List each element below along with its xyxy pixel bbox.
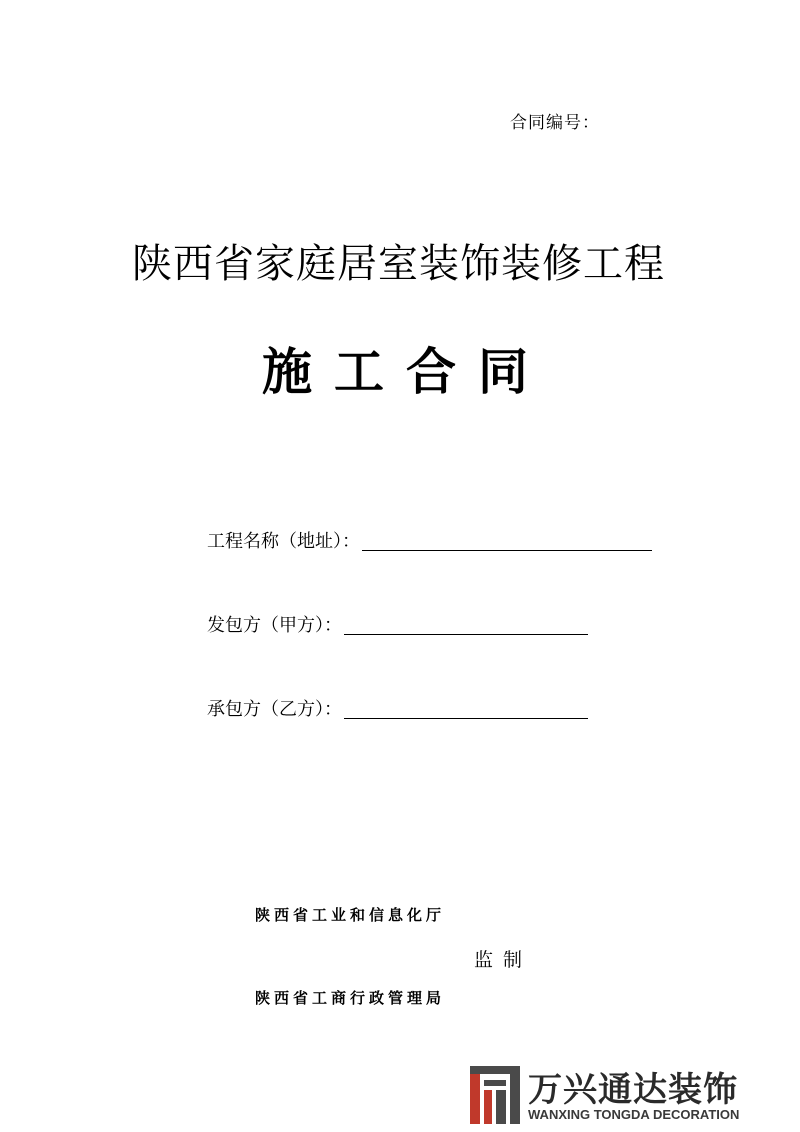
- field-party-a: [207, 611, 588, 637]
- brand-name-cn: 万兴通达装饰: [528, 1070, 738, 1110]
- brand-name-en: WANXING TONGDA DECORATION: [528, 1107, 740, 1122]
- document-title: 陕西省家庭居室装饰装修工程: [132, 241, 665, 287]
- field-party-b: [207, 695, 588, 721]
- brand-logo-icon: [468, 1062, 524, 1126]
- field-party-b-label: 承包方（乙方）：: [207, 699, 342, 720]
- supervise-label: 监制: [474, 949, 533, 971]
- field-project-name-blank[interactable]: [362, 549, 652, 551]
- issuer-org-industry: 陕西省工业和信息化厅: [255, 906, 446, 924]
- document-subtitle: 施工合同: [262, 342, 550, 401]
- issuer-org-commerce: 陕西省工商行政管理局: [255, 989, 446, 1007]
- brand-watermark: [468, 1062, 784, 1126]
- field-party-a-blank[interactable]: [344, 633, 588, 635]
- field-party-a-label: 发包方（甲方）：: [207, 615, 342, 636]
- field-project-name: [207, 527, 652, 553]
- contract-number-label: 合同编号：: [510, 113, 600, 133]
- field-project-name-label: 工程名称（地址）：: [207, 531, 360, 552]
- field-party-b-blank[interactable]: [344, 717, 588, 719]
